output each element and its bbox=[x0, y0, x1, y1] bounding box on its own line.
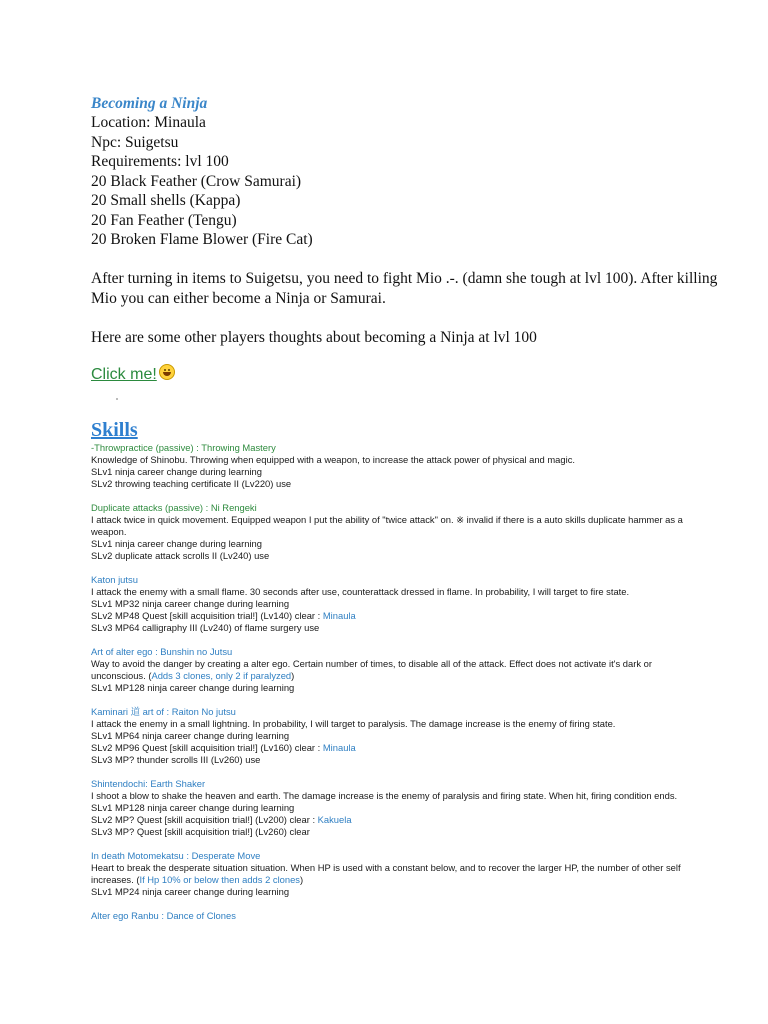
skill-level-text: SLv1 ninja career change during learning bbox=[91, 466, 262, 477]
skill-level-row bbox=[91, 826, 691, 838]
skill-block bbox=[91, 910, 691, 922]
skill-level-text: SLv3 MP? thunder scrolls III (Lv260) use bbox=[91, 754, 261, 765]
skill-level-text: SLv3 MP64 calligraphy III (Lv240) of flame surgery use bbox=[91, 622, 320, 633]
skill-block bbox=[91, 778, 691, 838]
click-me-link[interactable]: Click me! bbox=[91, 365, 157, 383]
spacer bbox=[91, 250, 731, 269]
intro-line-item-3: 20 Fan Feather (Tengu) bbox=[91, 211, 237, 229]
skill-level-text: SLv3 MP? Quest [skill acquisition trial!] (Lv260) clear bbox=[91, 826, 310, 837]
skill-level-row bbox=[91, 478, 691, 490]
skill-description-note: Adds 3 clones, only 2 if paralyzed bbox=[151, 670, 292, 681]
smiley-icon bbox=[159, 364, 175, 380]
skill-description-text: I shoot a blow to shake the heaven and earth. The damage increase is the enemy of paralysis and firing state. When hit, firing condition ends. bbox=[91, 790, 678, 801]
intro-line-location: Location: Minaula bbox=[91, 114, 206, 131]
skill-description bbox=[91, 790, 691, 802]
intro-line-item-4: 20 Broken Flame Blower (Fire Cat) bbox=[91, 231, 313, 248]
skill-name: In death Motomekatsu : Desperate Move bbox=[91, 850, 261, 861]
skill-level-text: SLv2 MP48 Quest [skill acquisition trial!] (Lv140) clear : bbox=[91, 610, 323, 621]
skill-level-row bbox=[91, 742, 691, 754]
skill-name: Kaminari 道 art of : Raiton No jutsu bbox=[91, 706, 236, 717]
skill-level-text: SLv2 throwing teaching certificate II (Lv220) use bbox=[91, 478, 292, 489]
skill-level-text: SLv1 ninja career change during learning bbox=[91, 538, 262, 549]
intro-line-npc: Npc: Suigetsu bbox=[91, 133, 179, 151]
skill-level-text: SLv1 MP64 ninja career change during learning bbox=[91, 730, 290, 741]
skill-description bbox=[91, 718, 691, 730]
skill-level-row bbox=[91, 550, 691, 562]
skill-level-row bbox=[91, 682, 691, 694]
skill-description-end: ) bbox=[291, 670, 295, 681]
skill-description bbox=[91, 658, 691, 682]
skill-level-row bbox=[91, 466, 691, 478]
skills-list bbox=[91, 442, 691, 934]
skill-location-link[interactable]: Kakuela bbox=[317, 814, 352, 825]
skill-level-text: SLv2 MP96 Quest [skill acquisition trial!] (Lv160) clear : bbox=[91, 742, 323, 753]
skill-block bbox=[91, 850, 691, 898]
skill-description-text: Way to avoid the danger by creating a alter ego. Certain number of times, to disable all of the attack. Effect does not activate it's dark or unconscious. ( bbox=[91, 658, 652, 681]
skill-name: Shintendochi: Earth Shaker bbox=[91, 778, 206, 789]
skill-description bbox=[91, 586, 691, 598]
skill-description-text: I attack the enemy with a small flame. 30 seconds after use, counterattack dressed in flame. In probability, I will target to fire state. bbox=[91, 586, 630, 597]
intro-paragraph-fight: After turning in items to Suigetsu, you need to fight Mio .-. (damn she tough at lvl 100). After killing Mio you can either become a Ninja or Samurai. bbox=[91, 269, 718, 307]
skill-location-link[interactable]: Minaula bbox=[322, 742, 356, 753]
skill-block bbox=[91, 442, 691, 490]
skill-level-row bbox=[91, 598, 691, 610]
skill-level-row bbox=[91, 610, 691, 622]
skill-description-note: If Hp 10% or below then adds 2 clones bbox=[139, 874, 300, 885]
skill-level-text: SLv1 MP128 ninja career change during learning bbox=[91, 682, 295, 693]
skill-description bbox=[91, 862, 691, 886]
skill-block bbox=[91, 574, 691, 634]
skill-name: Art of alter ego : Bunshin no Jutsu bbox=[91, 646, 233, 657]
skill-description-text: I attack the enemy in a small lightning. In probability, I will target to paralysis. The damage increase is the enemy of firing state. bbox=[91, 718, 616, 729]
intro-section bbox=[91, 94, 731, 385]
skill-level-row bbox=[91, 538, 691, 550]
skill-level-row bbox=[91, 730, 691, 742]
skill-description-text: Knowledge of Shinobu. Throwing when equipped with a weapon, to increase the attack power of physical and magic. bbox=[91, 454, 575, 465]
skill-level-row bbox=[91, 754, 691, 766]
skill-level-text: SLv1 MP24 ninja career change during learning bbox=[91, 886, 290, 897]
skill-level-row bbox=[91, 802, 691, 814]
skill-name: Duplicate attacks (passive) : Ni Rengeki bbox=[91, 502, 257, 513]
skill-level-text: SLv2 MP? Quest [skill acquisition trial!] (Lv200) clear : bbox=[91, 814, 318, 825]
skill-block bbox=[91, 646, 691, 694]
intro-line-requirements: Requirements: lvl 100 bbox=[91, 153, 229, 170]
click-me-row bbox=[91, 364, 731, 385]
skill-description bbox=[91, 514, 691, 538]
skill-description bbox=[91, 454, 691, 466]
skill-name: Katon jutsu bbox=[91, 574, 138, 585]
skill-level-row bbox=[91, 814, 691, 826]
skill-name: Alter ego Ranbu : Dance of Clones bbox=[91, 910, 236, 921]
page-title: Becoming a Ninja bbox=[91, 95, 208, 112]
skill-description-text: I attack twice in quick movement. Equipped weapon I put the ability of "twice attack" on. ※ invalid if there is a auto skills duplicate hammer as a weapon. bbox=[91, 514, 683, 537]
skill-block bbox=[91, 502, 691, 562]
skill-level-row bbox=[91, 622, 691, 634]
skill-location-link[interactable]: Minaula bbox=[322, 610, 356, 621]
skill-block bbox=[91, 706, 691, 766]
skill-level-text: SLv1 MP32 ninja career change during learning bbox=[91, 598, 290, 609]
divider-dot bbox=[116, 398, 118, 400]
skill-name: -Throwpractice (passive) : Throwing Mastery bbox=[91, 442, 276, 453]
intro-line-item-1: 20 Black Feather (Crow Samurai) bbox=[91, 172, 302, 190]
skill-description-text: Heart to break the desperate situation situation. When HP is used with a constant below, and to recover the larger HP, the number of other self increases. ( bbox=[91, 862, 681, 885]
intro-paragraph-thoughts: Here are some other players thoughts about becoming a Ninja at lvl 100 bbox=[91, 328, 537, 346]
skill-level-row bbox=[91, 886, 691, 898]
skills-heading[interactable]: Skills bbox=[91, 419, 138, 441]
skill-level-text: SLv2 duplicate attack scrolls II (Lv240) use bbox=[91, 550, 270, 561]
skill-level-text: SLv1 MP128 ninja career change during learning bbox=[91, 802, 295, 813]
skill-description-end: ) bbox=[299, 874, 304, 885]
intro-line-item-2: 20 Small shells (Kappa) bbox=[91, 192, 241, 209]
spacer bbox=[91, 309, 731, 328]
